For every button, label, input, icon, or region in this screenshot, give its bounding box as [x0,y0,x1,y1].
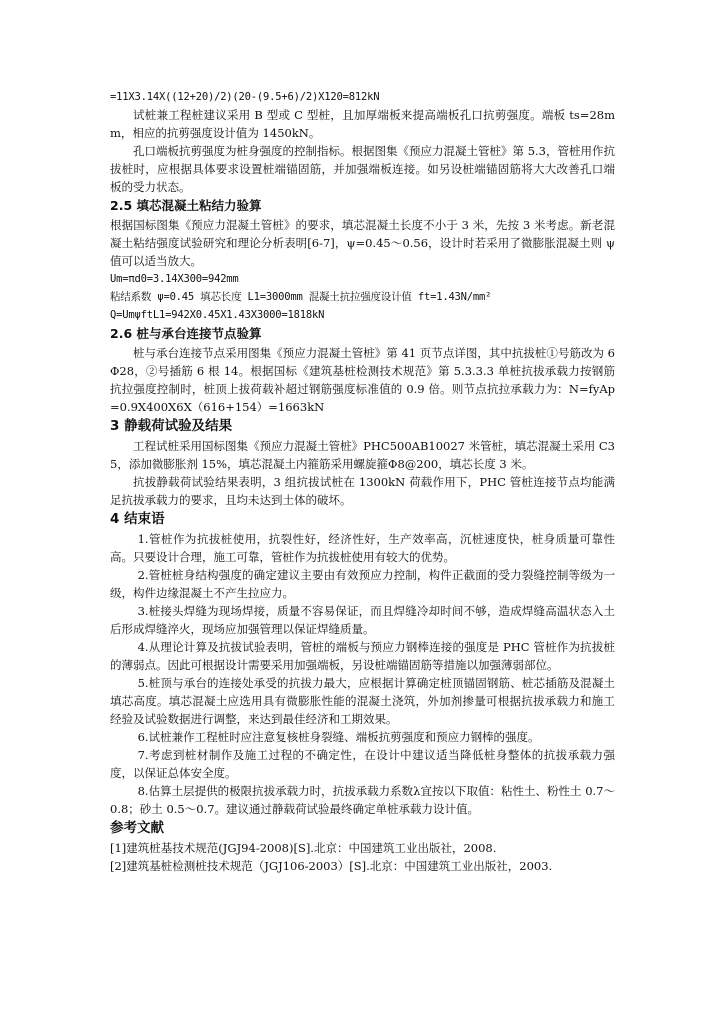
conclusion-item: 7.考虑到桩材制作及施工过程的不确定性，在设计中建议适当降低桩身整体的抗拔承载力强度，以保证总体安全度。 [110,748,615,780]
formula-line: =11X3.14X((12+20)/2)(20-(9.5+6)/2)X120=812kN [110,91,380,103]
section-heading-4: 4 结束语 [110,511,165,527]
section-heading-2-5: 2.5 填芯混凝土粘结力验算 [110,198,262,213]
paragraph: 孔口端板抗剪强度为桩身强度的控制指标。根据图集《预应力混凝土管桩》第 5.3，管桩用作抗拔桩时，应根据具体要求设置桩端锚固筋，并加强端板连接。如另设桩端锚固筋将大大改善孔口端板的受力状态。 [110,144,615,194]
formula-line: 粘结系数 ψ=0.45 填芯长度 L1=3000mm 混凝土抗拉强度设计值 ft=1.43N/mm² [110,291,492,303]
conclusion-item: 4.从理论计算及抗拔试验表明，管桩的端板与预应力钢棒连接的强度是 PHC 管桩作为抗拔桩的薄弱点。因此可根据设计需要采用加强端板，另设桩端锚固筋等措施以加强薄弱部位。 [110,640,615,672]
formula-line: Um=πd0=3.14X300=942mm [110,273,239,285]
conclusion-item: 3.桩接头焊缝为现场焊接，质量不容易保证，而且焊缝冷却时间不够，造成焊缝高温状态入土后形成焊缝淬火，现场应加强管理以保证焊缝质量。 [110,604,615,636]
section-heading-3: 3 静载荷试验及结果 [110,418,233,434]
document-body [110,88,615,875]
conclusion-item: 6.试桩兼作工程桩时应注意复核桩身裂缝、端板抗剪强度和预应力钢棒的强度。 [137,730,540,744]
paragraph: 工程试桩采用国标图集《预应力混凝土管桩》PHC500AB10027 米管桩，填芯混凝土采用 C35，添加微膨胀剂 15%，填芯混凝土内箍筋采用螺旋箍Φ8@200，填芯长度 3 米。 [110,439,615,471]
paragraph: 抗拔静载荷试验结果表明，3 组抗拔试桩在 1300kN 荷载作用下，PHC 管桩连接节点均能满足抗拔承载力的要求，且均未达到土体的破坏。 [110,475,615,507]
conclusion-item: 2.管桩桩身结构强度的确定建议主要由有效预应力控制，构件正截面的受力裂缝控制等级为一级，构件边缘混凝土不产生拉应力。 [110,568,615,600]
section-heading-2-6: 2.6 桩与承台连接节点验算 [110,326,262,341]
paragraph: 试桩兼工程桩建议采用 B 型或 C 型桩，且加厚端板来提高端板孔口抗剪强度。端板 ts=28mm，相应的抗剪强度设计值为 1450kN。 [110,108,615,140]
reference-item: [1]建筑桩基技术规范(JGJ94-2008)[S].北京：中国建筑工业出版社，2008. [110,841,497,855]
paragraph: 桩与承台连接节点采用图集《预应力混凝土管桩》第 41 页节点详图，其中抗拔桩①号筋改为 6Φ28，②号插筋 6 根 14。根据国标《建筑基桩检测技术规范》第 5.3.3.3 单桩抗拔承载力按钢筋抗拉强度控制时，桩顶上拔荷载补超过钢筋强度标准值的 0.9 倍。则节点抗拉承载力为：N=fyAp=0.9X400X6X（616+154）=1663kN [110,346,615,414]
formula-line: Q=UmψftL1=942X0.45X1.43X3000=1818kN [110,309,325,321]
reference-item: [2]建筑基桩检测桩技术规范（JGJ106-2003）[S].北京：中国建筑工业出版社，2003. [110,859,553,873]
conclusion-item: 5.桩顶与承台的连接处承受的抗拔力最大，应根据计算确定桩顶锚固钢筋、桩芯插筋及混凝土填芯高度。填芯混凝土应选用具有微膨胀性能的混凝土浇筑，外加剂掺量可根据抗拔承载力和施工经验及试验数据进行调整，来达到最佳经济和工期效果。 [110,676,615,726]
conclusion-item: 1.管桩作为抗拔桩使用，抗裂性好，经济性好，生产效率高，沉桩速度快，桩身质量可靠性高。只要设计合理，施工可靠，管桩作为抗拔桩使用有较大的优势。 [110,532,615,564]
references-heading: 参考文献 [110,820,164,836]
conclusion-item: 8.估算土层提供的极限抗拔承载力时，抗拔承载力系数λ宜按以下取值：粘性土、粉性土 0.7～0.8；砂土 0.5～0.7。建议通过静载荷试验最终确定单桩承载力设计值。 [110,784,615,816]
paragraph: 根据国标图集《预应力混凝土管桩》的要求，填芯混凝土长度不小于 3 米，先按 3 米考虑。新老混凝土粘结强度试验研究和理论分析表明[6-7]，ψ=0.45～0.56，设计时若采用了微膨胀混凝土则 ψ 值可以适当放大。 [110,218,615,268]
